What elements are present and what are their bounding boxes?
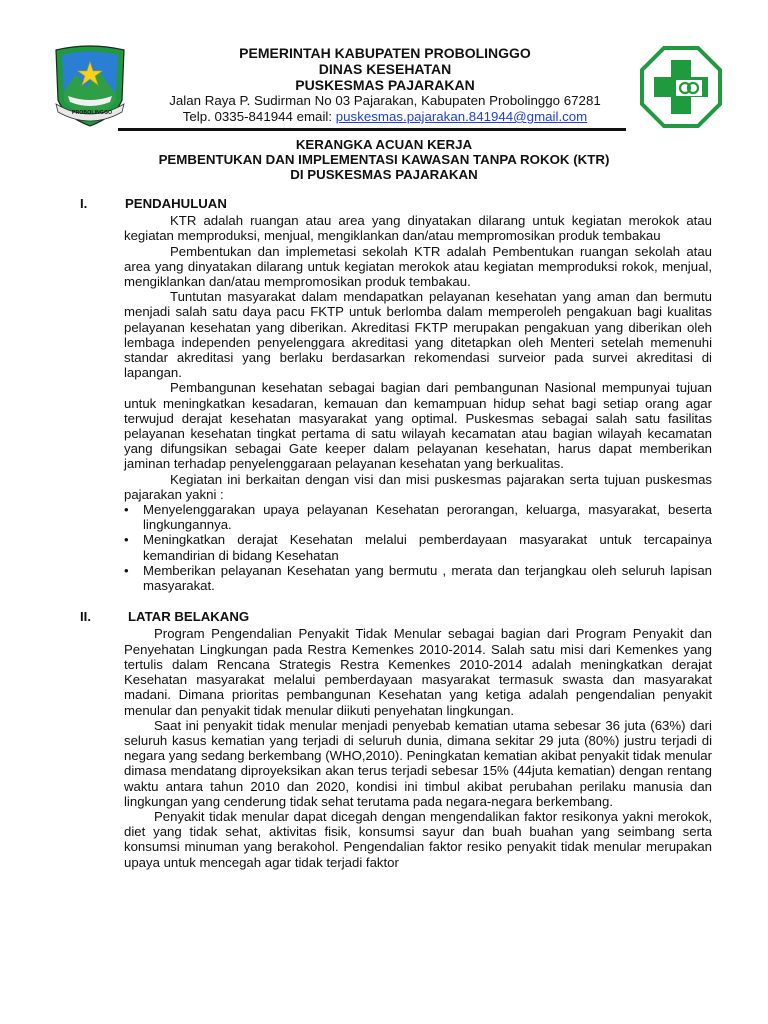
list-item: • Menyelenggarakan upaya pelayanan Kesehatan perorangan, keluarga, masyarakat, beserta lingkungannya. [124, 502, 712, 532]
title-line-1: KERANGKA ACUAN KERJA [295, 137, 473, 152]
title-line-3: DI PUSKESMAS PAJARAKAN [290, 167, 478, 182]
spacer [80, 601, 712, 609]
title-line-2: PEMBENTUKAN DAN IMPLEMENTASI KAWASAN TANPA ROKOK (KTR) [158, 152, 610, 167]
list-item: • Meningkatkan derajat Kesehatan melalui pemberdayaan masyarakat untuk tercapainya kemandirian di bidang Kesehatan [124, 532, 712, 562]
mission-list [80, 502, 712, 593]
section-heading [80, 609, 712, 624]
section-body [80, 213, 712, 502]
spacer [80, 593, 712, 601]
paragraph: Tuntutan masyarakat dalam mendapatkan pelayanan kesehatan yang aman dan bermutu menjadi salah satu daya pacu FKTP untuk berlomba dalam memperoleh pengakuan bagi kualitas pelayanan kesehatan yang diberikan. Akreditasi FKTP merupakan pengakuan yang diberikan oleh lembaga independen penyelenggara akreditasi yang ditetapkan oleh Menteri setelah memenuhi standar akreditasi yang berlaku berdasarkan rekomendasi surveior pada survei akreditasi di lapangan. [124, 289, 712, 381]
document-title [60, 137, 708, 182]
letterhead-government: PEMERINTAH KABUPATEN PROBOLINGGO [239, 45, 531, 61]
letterhead-department: DINAS KESEHATAN [318, 61, 452, 77]
section-title: LATAR BELAKANG [128, 609, 250, 625]
probolinggo-emblem-icon [50, 44, 130, 130]
section-title: PENDAHULUAN [125, 196, 227, 211]
letterhead-contact [135, 109, 635, 125]
document-body [80, 196, 712, 870]
letterhead-address: Jalan Raya P. Sudirman No 03 Pajarakan, Kabupaten Probolinggo 67281 [169, 93, 601, 108]
section-heading [80, 196, 712, 211]
emblem-ribbon-text: PROBOLINGGO [72, 110, 113, 116]
paragraph: Program Pengendalian Penyakit Tidak Menular sebagai bagian dari Program Penyakit dan Penyehatan Lingkungan pada Restra Kemenkes 2010-2014. Salah satu misi dari Kemenkes yang tertulis dalam Rencana Strategis Restra Kemenkes 2010-2014 adalah meningkatkan derajat Kesehatan masyarakat melalui pemberdayaan masyarakat termasuk swasta dan masyarakat madani. Dimana prioritas pembangunan Kesehatan yang ketiga adalah pengendalian penyakit menular dan penyakit tidak menular diikuti penyehatan lingkungan. [124, 626, 712, 718]
section-number: II. [80, 609, 91, 625]
section-body [80, 626, 712, 869]
paragraph: Pembangunan kesehatan sebagai bagian dari pembangunan Nasional mempunyai tujuan untuk meningkatkan kesadaran, kemauan dan kemampuan hidup sehat bagi setiap orang agar terwujud derajat kesehatan masyarakat yang optimal. Puskesmas sebagai salah satu fasilitas pelayanan kesehatan tingkat pertama di satu wilayah kecamatan atau bagian wilayah kecamatan yang difungsikan sebagai Gate keeper dalam pelayanan kesehatan, harus dapat memberikan jaminan terhadap penyelenggaraan pelayanan kesehatan yang berkualitas. [124, 380, 712, 472]
list-item: • Memberikan pelayanan Kesehatan yang bermutu , merata dan terjangkau oleh seluruh lapisan masyarakat. [124, 563, 712, 593]
paragraph: Pembentukan dan implemetasi sekolah KTR adalah Pembentukan ruangan sekolah atau area yang dinyatakan dilarang untuk kegiatan merokok atau kegiatan memproduksi rokok, menjual, mengiklankan dan/atau mempromosikan produk tembakau. [124, 243, 712, 290]
paragraph: Penyakit tidak menular dapat dicegah dengan mengendalikan faktor resikonya yakni merokok, diet yang tidak sehat, aktivitas fisik, konsumsi sayur dan buah buahan yang seimbang serta konsumsi minuman yang berakohol. Pengendalian faktor resiko penyakit tidak menular merupakan upaya untuk mencegah agar tidak terjadi faktor [124, 808, 712, 870]
letterhead-institution: PUSKESMAS PAJARAKAN [295, 77, 475, 93]
section-latar-belakang [80, 609, 712, 869]
letterhead-divider [118, 128, 626, 131]
email-link[interactable]: puskesmas.pajarakan.841944@gmail.com [335, 109, 588, 124]
paragraph: KTR adalah ruangan atau area yang dinyatakan dilarang untuk kegiatan merokok atau kegiatan memproduksi, menjual, mengiklankan dan/atau mempromosikan produk tembakau [124, 213, 712, 244]
paragraph: Kegiatan ini berkaitan dengan visi dan misi puskesmas pajarakan serta tujuan puskesmas pajarakan yakni : [124, 471, 712, 502]
puskesmas-logo-icon [640, 46, 722, 128]
section-number: I. [80, 196, 88, 211]
letterhead-phone: Telp. 0335-841944 email: [182, 109, 336, 124]
letterhead [135, 45, 635, 125]
paragraph: Saat ini penyakit tidak menular menjadi penyebab kematian utama sebesar 36 juta (63%) dari seluruh kasus kematian yang terjadi di seluruh dunia, dimana sekitar 29 juta (80%) justru terjadi di negara yang sedang berkembang (WHO,2010). Peningkatan kematian akibat penyakit tidak menular dimasa mendatang diproyeksikan akan terus terjadi sebesar 15% (44juta kematian) dengan rentang waktu antara tahun 2010 dan 2020, kondisi ini timbul akibat perubahan perilaku manusia dan lingkungan yang cenderung tidak sehat terutama pada negara-negara berkembang. [124, 717, 712, 809]
